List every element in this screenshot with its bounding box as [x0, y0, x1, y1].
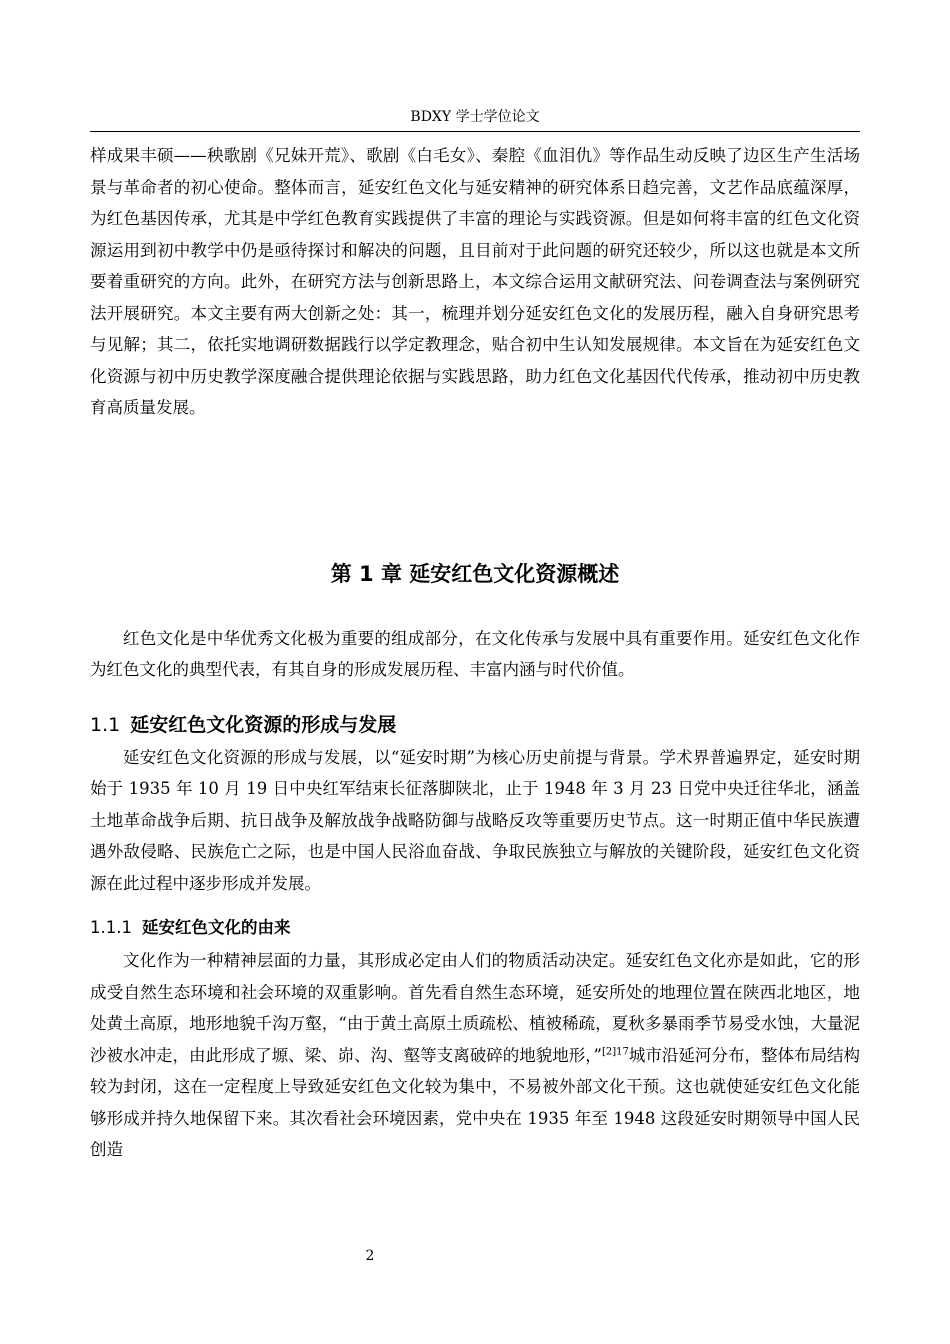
opening-paragraph: 样成果丰硕——秧歌剧《兄妹开荒》、歌剧《白毛女》、秦腔《血泪仇》等作品生动反映了边区生产生活场景与革命者的初心使命。整体而言，延安红色文化与延安精神的研究体系日趋完善，文艺作品底蕴深厚，为红色基因传承，尤其是中学红色教育实践提供了丰富的理论与实践资源。但是如何将丰富的红色文化资源运用到初中教学中仍是亟待探讨和解决的问题，且目前对于此问题的研究还较少，所以这也就是本文所要着重研究的方向。此外，在研究方法与创新思路上，本文综合运用文献研究法、问卷调查法与案例研究法开展研究。本文主要有两大创新之处：其一，梳理并划分延安红色文化的发展历程，融入自身研究思考与见解；其二，依托实地调研数据践行以学定教理念，贴合初中生认知发展规律。本文旨在为延安红色文化资源与初中历史教学深度融合提供理论依据与实践思路，助力红色文化基因代代传承，推动初中历史教育高质量发展。: [90, 146, 860, 417]
citation-marker: [2]17: [601, 1046, 629, 1057]
paragraph-text-part1: 文化作为一种精神层面的力量，其形成必定由人们的物质活动决定。延安红色文化亦是如此，它的形成受自然生态环境和社会环境的双重影响。首先看自然生态环境，延安所处的地理位置在陕西北地区，地处黄土高原，地形地貌千沟万壑，“由于黄土高原土质疏松、植被稀疏，夏秋多暴雨季节易受水蚀，大量泥沙被水冲走，由此形成了塬、梁、峁、沟、壑等支离破碎的地貌地形，”: [90, 951, 860, 1065]
paragraph-text-part2: 城市沿延河分布，整体布局结构较为封闭，这在一定程度上导致延安红色文化较为集中，不易被外部文化干预。这也就使延安红色文化能够形成并持久地保留下来。其次看社会环境因素，党中央在 1935 年至 1948 这段延安时期领导中国人民创造: [90, 1045, 861, 1159]
chapter-intro-paragraph: 红色文化是中华优秀文化极为重要的组成部分，在文化传承与发展中具有重要作用。延安红色文化作为红色文化的典型代表，有其自身的形成发展历程、丰富内涵与时代价值。: [90, 628, 860, 679]
subsection-number: 1.1.1: [90, 918, 132, 937]
section-1-1-paragraph: 延安红色文化资源的形成与发展，以“延安时期”为核心历史前提与背景。学术界普遍界定，延安时期始于 1935 年 10 月 19 日中央红军结束长征落脚陕北，止于 1948 年 3 月 23 日党中央迁往华北，涵盖土地革命战争后期、抗日战争及解放战争战略防御与战略反攻等重要历史节点。这一时期正值中华民族遭遇外敌侵略、民族危亡之际，也是中国人民浴血奋战、争取民族独立与解放的关键阶段，延安红色文化资源在此过程中逐步形成并发展。: [90, 747, 860, 893]
page-content: [90, 140, 860, 1166]
section-1-1-1-paragraph: [90, 945, 860, 1166]
header-rule: [90, 131, 860, 132]
chapter-title: 第 1 章 延安红色文化资源概述: [330, 561, 620, 586]
page-number: 2: [365, 1248, 375, 1264]
section-title: 延安红色文化资源的形成与发展: [130, 713, 397, 736]
running-header: BDXY 学士学位论文: [410, 109, 540, 125]
section-heading-1-1-1: [90, 911, 860, 945]
subsection-title: 延安红色文化的由来: [141, 918, 291, 937]
section-heading-1-1: [90, 708, 860, 742]
section-number: 1.1: [90, 713, 121, 736]
